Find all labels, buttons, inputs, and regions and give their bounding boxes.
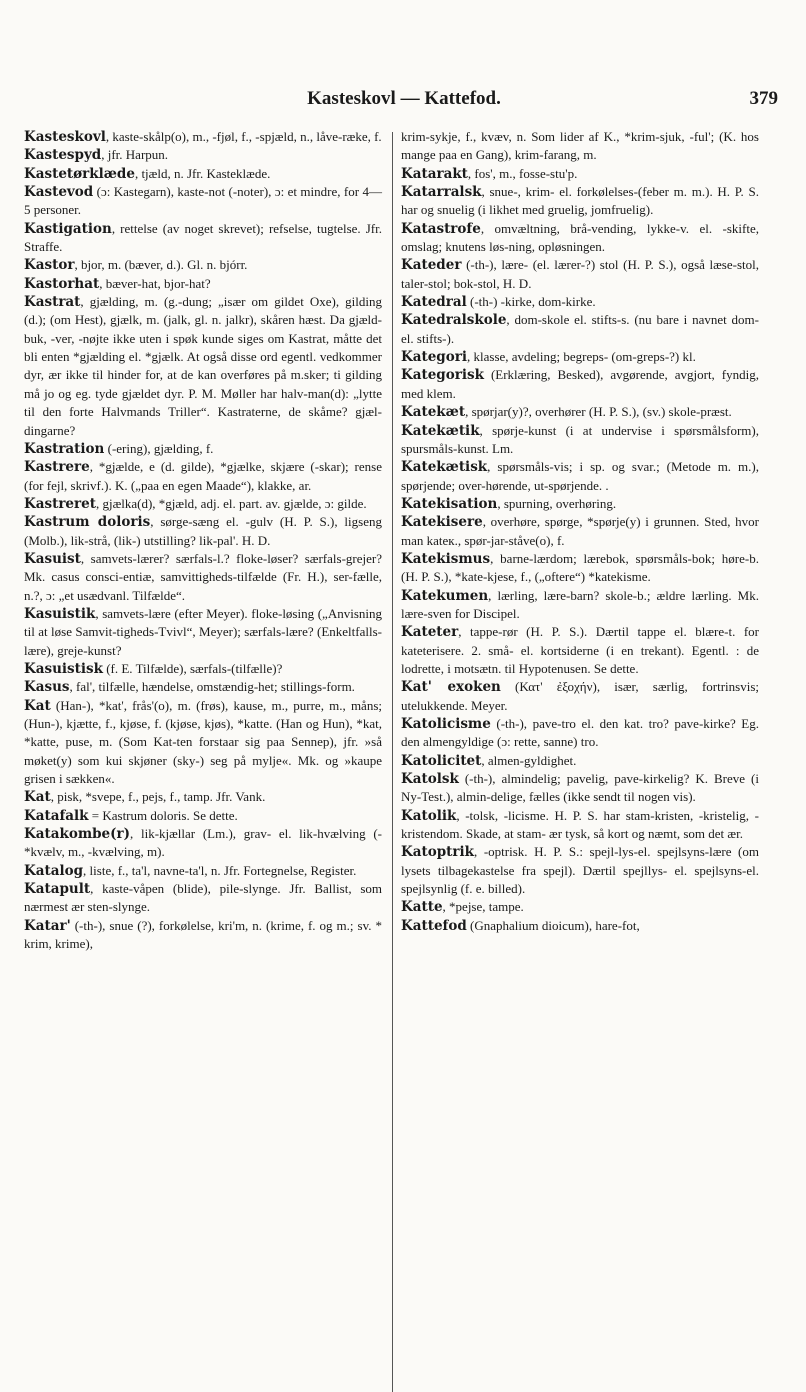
dictionary-entry: Kastespyd, jfr. Harpun. bbox=[24, 147, 169, 164]
headword: Katolicisme bbox=[401, 716, 491, 732]
dictionary-entry: Katolik, -tolsk, -licisme. H. P. S. har stam-kristen, -kristelig, -kristendom. Skade, at stam- ær tysk, så kort og næmt, som det ær. bbox=[401, 807, 759, 842]
dictionary-entry: Kasuistik, samvets-lære (efter Meyer). floke-løsing („Anvisning til at løse Samvit-tigheds-Tvivl“, Meyer); særfals-lære? (Enkeltfalls-lære), greje-kunst? bbox=[24, 605, 382, 658]
dictionary-entry: Katarakt, fos', m., fosse-stu'p. bbox=[401, 165, 578, 182]
dictionary-entry: Katedral (-th-) -kirke, dom-kirke. bbox=[401, 294, 596, 311]
dictionary-entry: Katekætisk, spørsmåls-vis; i sp. og svar.; (Metode m. m.), spørjende; over-hørende, ut-spørjende. . bbox=[401, 459, 759, 493]
dictionary-entry: Katoptrik, -optrisk. H. P. S.: spejl-lys-el. spejlsyns-lære (om lysets tilbagekastelse fra spejl). Dærtil spejllys- el. spejlsyns-el. spejlsynlig (f. e. billed). bbox=[401, 844, 759, 897]
headword: Kasteskovl bbox=[24, 129, 106, 145]
dictionary-entry: Katakombe(r), lik-kjællar (Lm.), grav- el. lik-hvælving (-*kvælv, m., -kvælving, m). bbox=[24, 826, 382, 860]
headword: Katolicitet bbox=[401, 752, 482, 769]
headword: Kastetørklæde bbox=[24, 165, 135, 182]
headword: Katolsk bbox=[401, 771, 459, 788]
dictionary-entry: Kasuistisk (f. E. Tilfælde), særfals-(tilfælle)? bbox=[24, 660, 283, 677]
dictionary-entry: Katekisation, spurning, overhøring. bbox=[401, 495, 617, 512]
dictionary-entry: Kasuist, samvets-lærer? særfals-l.? floke-løser? særfals-grejer? Mk. casus consci-entiæ, samvittigheds-tilfælde (Fr. H.), ser-fælle, n.?, ɔ: „et usædvanl. Tilfælde“. bbox=[24, 550, 382, 603]
dictionary-entry: Kat' exoken (Κατ' ἐξοχήν), især, særlig, fortrinsvis; utelukkende. Meyer. bbox=[401, 679, 759, 713]
dictionary-entry: Katapult, kaste-våpen (blide), pile-slynge. Jfr. Ballist, som nærmest ær sten-slynge. bbox=[24, 881, 382, 915]
dictionary-entry: Katolicisme (-th-), pave-tro el. den kat. tro? pave-kirke? Eg. den almengyldige (ɔ: rette, sanne) tro. bbox=[401, 716, 759, 750]
headword: Kategori bbox=[401, 349, 467, 366]
headword: Kasuist bbox=[24, 550, 81, 567]
headword: Kastevod bbox=[24, 184, 94, 201]
headword: Katekismus bbox=[401, 550, 491, 567]
headword: Kastrum doloris bbox=[24, 514, 151, 531]
headword: Kastor bbox=[24, 257, 75, 274]
dictionary-entry: Katedralskole, dom-skole el. stifts-s. (nu bare i navnet dom- el. stifts-). bbox=[401, 312, 759, 346]
dictionary-entry: Kat, pisk, *svepe, f., pejs, f., tamp. Jfr. Vank. bbox=[24, 789, 266, 806]
dictionary-entry: Katekisere, overhøre, spørge, *spørje(y) i grunnen. Sted, hvor man kateк., spør-jar-ståve(o), f. bbox=[401, 514, 759, 548]
headword: Katarakt bbox=[401, 165, 468, 182]
headword: Katafalk bbox=[24, 807, 89, 824]
dictionary-entry: Katar' (-th-), snue (?), forkølelse, kri'm, n. (krime, f. og m.; sv. * krim, krime), bbox=[24, 917, 382, 952]
headword: Katedralskole bbox=[401, 312, 507, 329]
dictionary-entry: krim-sykje, f., kvæv, n. Som lider af K., *krim-sjuk, -ful'; (K. hos mange paa en Gang), krim-farang, m. bbox=[401, 129, 759, 163]
headword: Katekætisk bbox=[401, 459, 488, 476]
dictionary-entry: Kasteskovl, kaste-skålp(o), m., -fjøl, f., -spjæld, n., låve-ræke, f. bbox=[24, 129, 382, 145]
dictionary-entry: Katolsk (-th-), almindelig; pavelig, pave-kirkelig? K. Breve (i Ny-Test.), almin-delige, fælles (ikke sendt til nogen vis). bbox=[401, 771, 759, 805]
dictionary-entry: Kattefod (Gnaphalium dioicum), hare-fot, bbox=[401, 917, 640, 934]
headword: Katar' bbox=[24, 917, 71, 934]
dictionary-entry: Kateder (-th-), lære- (el. lærer-?) stol (H. P. S.), også læse-stol, taler-stol; bok-stol, H. D. bbox=[401, 257, 759, 291]
dictionary-entry: Katafalk = Kastrum doloris. Se dette. bbox=[24, 807, 238, 824]
dictionary-entry: Katte, *pejse, tampe. bbox=[401, 899, 524, 916]
headword: Kat bbox=[24, 697, 51, 714]
headword: Kasuistisk bbox=[24, 660, 103, 677]
headword: Kastespyd bbox=[24, 147, 102, 164]
dictionary-entry: Kastevod (ɔ: Kastegarn), kaste-not (-noter), ɔ: et mindre, for 4—5 personer. bbox=[24, 184, 382, 218]
dictionary-entry: Katarralsk, snue-, krim- el. forkølelses-(feber m. m.). H. P. S. har og snuelig (i likhet med gruelig, jomfruelig). bbox=[401, 184, 759, 218]
dictionary-entry: Kastrum doloris, sørge-sæng el. -gulv (H. P. S.), ligseng (Molb.), lik-strå, (lik-) utstilling? lik-pal'. H. D. bbox=[24, 514, 382, 548]
headword: Kasus bbox=[24, 679, 70, 696]
headword: Kategorisk bbox=[401, 367, 484, 384]
dictionary-entry: Katolicitet, almen-gyldighet. bbox=[401, 752, 577, 769]
column-divider bbox=[392, 132, 393, 1392]
headword: Katekætik bbox=[401, 422, 480, 439]
headword: Kattefod bbox=[401, 917, 467, 934]
dictionary-entry: Kat (Han-), *kat', frås'(o), m. (frøs), kause, m., purre, m., måns; (Hun-), kjætte, f., kjøse, f. (kjøse, kjøs), *katte. (Han og Hun), *kat, *katte, puse, m. (Som Kat-ten forstaar sig paa Sennep), jfr. »så møket(y) som kui skjøner (sky-) seg på mylje«. Mk. og »kaupe grisen i sækken«. bbox=[24, 697, 382, 787]
dictionary-entry: Kategorisk (Erklæring, Besked), avgørende, avgjort, fyndig, med klem. bbox=[401, 367, 759, 401]
dictionary-entry: Katastrofe, omvæltning, brå-vending, lykke-v. el. -skifte, omslag; knutens løs-ning, opløsningen. bbox=[401, 220, 759, 255]
dictionary-entry: Kasus, fal', tilfælle, hændelse, omstændig-het; stillings-form. bbox=[24, 679, 355, 696]
right-column bbox=[401, 128, 759, 1392]
headword: Katapult bbox=[24, 881, 91, 898]
headword: Katastrofe bbox=[401, 220, 481, 237]
headword: Katakombe(r) bbox=[24, 826, 131, 843]
headword: Kateter bbox=[401, 624, 459, 641]
headword: Katekumen bbox=[401, 587, 489, 604]
dictionary-entry: Kastetørklæde, tjæld, n. Jfr. Kasteklæde. bbox=[24, 165, 271, 182]
dictionary-entry: Kastrere, *gjælde, e (d. gilde), *gjælke, skjære (-skar); rense (for fejl, skrivf.). K. („paa en egen Maade“), klakke, ar. bbox=[24, 459, 382, 493]
headword: Katekisation bbox=[401, 495, 498, 512]
dictionary-entry: Kastreret, gjælka(d), *gjæld, adj. el. part. av. gjælde, ɔ: gilde. bbox=[24, 495, 367, 512]
dictionary-entry: Katalog, liste, f., ta'l, navne-ta'l, n. Jfr. Fortegnelse, Register. bbox=[24, 862, 357, 879]
dictionary-entry: Kategori, klasse, avdeling; begreps- (om-greps-?) kl. bbox=[401, 349, 696, 366]
headword: Kat' exoken bbox=[401, 679, 501, 696]
dictionary-entry: Katekumen, lærling, lære-barn? skole-b.; ældre lærling. Mk. lære-sven for Discipel. bbox=[401, 587, 759, 621]
headword: Kateder bbox=[401, 257, 462, 274]
headword: Kastrat bbox=[24, 294, 81, 311]
dictionary-entry: Kastor, bjor, m. (bæver, d.). Gl. n. bjórr. bbox=[24, 257, 248, 274]
dictionary-entry: Kateter, tappe-rør (H. P. S.). Dærtil tappe el. blære-t. for kateterisere. 2. små- el. kortsiderne (i en trekant). Egentl. : de lodrette, i motsætn. til Hypotenusen. Se dette. bbox=[401, 624, 759, 676]
dictionary-entry: Katekætik, spørje-kunst (i at undervise i spørsmålsform), spursmåls-kunst. Lm. bbox=[401, 422, 759, 456]
dictionary-entry: Katekismus, barne-lærdom; lærebok, spørsmåls-bok; høre-b. (H. P. S.), *kate-kjese, f., („oftere“) *katekisme. bbox=[401, 550, 759, 585]
page-number: 379 bbox=[749, 88, 778, 109]
headword: Katekæt bbox=[401, 404, 466, 421]
headword: Katte bbox=[401, 899, 443, 916]
headword: Kastrere bbox=[24, 459, 90, 476]
left-column bbox=[24, 128, 382, 1392]
headword: Katekisere bbox=[401, 514, 483, 531]
headword: Katalog bbox=[24, 862, 84, 879]
two-column-body bbox=[24, 128, 788, 1392]
dictionary-entry: Kastorhat, bæver-hat, bjor-hat? bbox=[24, 275, 211, 292]
headword: Katolik bbox=[401, 807, 457, 824]
headword: Kasuistik bbox=[24, 605, 96, 622]
headword: Kastorhat bbox=[24, 275, 100, 292]
headword: Katoptrik bbox=[401, 844, 474, 861]
headword: Katedral bbox=[401, 294, 467, 311]
dictionary-entry: Kastrat, gjælding, m. (g.-dung; „især om gildet Oxe), gilding (d.); (om Hest), gjælk, m. (jalk, gl. n. jalkr), skåren hæst. Da gjæld-buk, -ver, -nøjte ikke uten i spøk kunde siges om Kastrat, måtte det bli enten *gjælding el. *gjælk. At også disse ord egentl. vedkommer dyr, ær ikke til hinder for, at de kan overføres på m.sker; ti gilding må jo og eg. tyde gjældet dyr. P. M. Møller har halv-man(d): „lytte til den forte Halvmands Triller“. Kastraterne, de skåme? gjæl-dingarne? bbox=[24, 294, 382, 438]
dictionary-entry: Katekæt, spørjar(y)?, overhører (H. P. S.), (sv.) skole-præst. bbox=[401, 404, 732, 421]
headword: Kat bbox=[24, 789, 51, 806]
dictionary-entry: Kastration (-ering), gjælding, f. bbox=[24, 440, 214, 457]
headword: Kastigation bbox=[24, 220, 112, 237]
headword: Katarralsk bbox=[401, 184, 482, 201]
headword: Kastration bbox=[24, 440, 105, 457]
headword: Kastreret bbox=[24, 495, 96, 512]
page-header bbox=[24, 84, 784, 124]
dictionary-entry: Kastigation, rettelse (av noget skrevet); refselse, tugtelse. Jfr. Straffe. bbox=[24, 220, 382, 255]
running-head: Kasteskovl — Kattefod. bbox=[307, 88, 501, 109]
